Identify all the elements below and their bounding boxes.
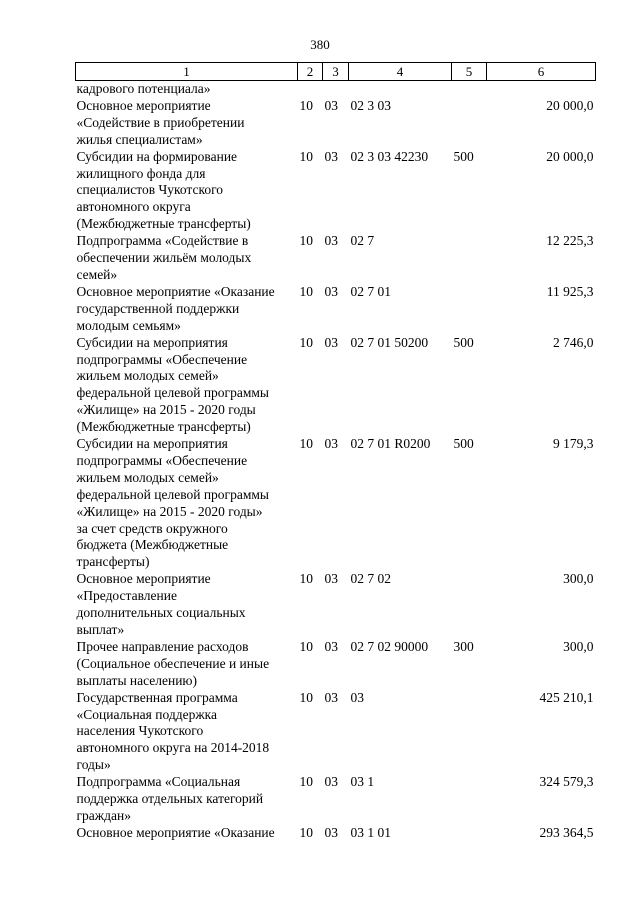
header-col-6: 6 bbox=[487, 63, 596, 81]
target-article-cell: 02 7 02 90000 bbox=[350, 638, 429, 654]
expense-name-cell: Основное мероприятие «Предоставление дополнительных социальных выплат» bbox=[76, 571, 246, 637]
table-row bbox=[76, 335, 596, 436]
expense-name-cell: Субсидии на формирование жилищного фонда для специалистов Чукотского автономного округа (Межбюджетные трансферты) bbox=[76, 148, 251, 232]
section-code-cell: 10 bbox=[299, 689, 313, 705]
section-code-cell: 10 bbox=[299, 638, 313, 654]
expense-type-cell: 300 bbox=[453, 638, 474, 654]
amount-cell: 324 579,3 bbox=[539, 774, 594, 790]
amount-cell: 300,0 bbox=[563, 638, 594, 654]
target-article-cell: 02 3 03 bbox=[350, 97, 391, 113]
target-article-cell bbox=[349, 81, 452, 98]
amount-cell: 20 000,0 bbox=[546, 148, 594, 164]
table-row bbox=[76, 774, 596, 825]
section-code-cell: 10 bbox=[299, 571, 313, 587]
table-body bbox=[76, 81, 596, 842]
subsection-code-cell: 03 bbox=[324, 571, 338, 587]
section-code-cell: 10 bbox=[299, 824, 313, 840]
header-col-2: 2 bbox=[298, 63, 323, 81]
expense-type-cell bbox=[452, 690, 487, 775]
expense-type-cell bbox=[452, 81, 487, 98]
expense-type-cell: 500 bbox=[453, 436, 474, 452]
subsection-code-cell: 03 bbox=[324, 334, 338, 350]
table-row bbox=[76, 571, 596, 639]
subsection-code-cell: 03 bbox=[324, 774, 338, 790]
section-code-cell: 10 bbox=[299, 283, 313, 299]
section-code-cell: 10 bbox=[299, 97, 313, 113]
target-article-cell: 02 7 02 bbox=[350, 571, 391, 587]
section-code-cell: 10 bbox=[299, 233, 313, 249]
expense-name-cell: Субсидии на мероприятия подпрограммы «Обеспечение жильем молодых семей» федеральной целевой программы «Жилище» на 2015 - 2020 годы» за счет средств окружного бюджета (Межбюджетные трансферты) bbox=[76, 436, 269, 570]
expense-name-cell: Основное мероприятие «Оказание государственной поддержки молодым семьям» bbox=[76, 283, 275, 333]
expense-name-cell: Подпрограмма «Содействие в обеспечении жильём молодых семей» bbox=[76, 233, 252, 282]
expense-name-cell: Субсидии на мероприятия подпрограммы «Обеспечение жильем молодых семей» федеральной целевой программы «Жилище» на 2015 - 2020 годы (Межбюджетные трансферты) bbox=[76, 334, 269, 435]
table-header bbox=[76, 63, 596, 81]
target-article-cell: 02 7 bbox=[350, 233, 375, 249]
section-code-cell: 10 bbox=[299, 436, 313, 452]
target-article-cell: 03 1 bbox=[350, 774, 375, 790]
table-row bbox=[76, 284, 596, 335]
subsection-code-cell: 03 bbox=[324, 689, 338, 705]
target-article-cell: 02 7 01 bbox=[350, 283, 391, 299]
section-code-cell: 10 bbox=[299, 774, 313, 790]
table-row bbox=[76, 233, 596, 284]
header-col-1: 1 bbox=[76, 63, 298, 81]
expense-type-cell bbox=[452, 774, 487, 825]
table-row bbox=[76, 98, 596, 149]
section-code-cell bbox=[298, 81, 323, 98]
subsection-code-cell: 03 bbox=[324, 638, 338, 654]
header-col-3: 3 bbox=[323, 63, 349, 81]
subsection-code-cell: 03 bbox=[324, 436, 338, 452]
amount-cell: 9 179,3 bbox=[553, 436, 594, 452]
section-code-cell: 10 bbox=[299, 148, 313, 164]
expense-type-cell bbox=[452, 98, 487, 149]
expense-name-cell: Основное мероприятие «Содействие в приобретении жилья специалистам» bbox=[76, 97, 245, 147]
target-article-cell: 03 1 01 bbox=[350, 824, 391, 840]
header-col-4: 4 bbox=[349, 63, 452, 81]
amount-cell: 2 746,0 bbox=[553, 334, 594, 350]
table-row bbox=[76, 149, 596, 234]
header-col-5: 5 bbox=[452, 63, 487, 81]
table-row bbox=[76, 436, 596, 571]
amount-cell: 20 000,0 bbox=[546, 97, 594, 113]
amount-cell: 293 364,5 bbox=[539, 824, 594, 840]
table-row bbox=[76, 825, 596, 842]
target-article-cell: 02 7 01 50200 bbox=[350, 334, 429, 350]
subsection-code-cell: 03 bbox=[324, 97, 338, 113]
expense-type-cell: 500 bbox=[453, 334, 474, 350]
budget-table bbox=[75, 62, 596, 842]
expense-type-cell bbox=[452, 571, 487, 639]
target-article-cell: 02 3 03 42230 bbox=[350, 148, 429, 164]
target-article-cell: 02 7 01 R0200 bbox=[350, 436, 431, 452]
expense-name-cell: Основное мероприятие «Оказание bbox=[76, 824, 275, 840]
amount-cell bbox=[487, 81, 596, 98]
table-row bbox=[76, 690, 596, 775]
expense-name-cell: кадрового потенциала» bbox=[76, 81, 211, 96]
expense-type-cell bbox=[452, 284, 487, 335]
subsection-code-cell: 03 bbox=[324, 233, 338, 249]
table-row bbox=[76, 639, 596, 690]
section-code-cell: 10 bbox=[299, 334, 313, 350]
subsection-code-cell: 03 bbox=[324, 824, 338, 840]
expense-type-cell bbox=[452, 233, 487, 284]
expense-name-cell: Прочее направление расходов (Социальное обеспечение и иные выплаты населению) bbox=[76, 638, 270, 688]
expense-name-cell: Государственная программа «Социальная поддержка населения Чукотского автономного округа на 2014-2018 годы» bbox=[76, 689, 270, 773]
page-number: 380 bbox=[310, 37, 330, 52]
expense-type-cell bbox=[452, 825, 487, 842]
subsection-code-cell: 03 bbox=[324, 148, 338, 164]
amount-cell: 11 925,3 bbox=[546, 283, 594, 299]
expense-type-cell: 500 bbox=[453, 148, 474, 164]
table-row bbox=[76, 81, 596, 98]
header-row bbox=[76, 63, 596, 81]
amount-cell: 425 210,1 bbox=[539, 689, 594, 705]
amount-cell: 12 225,3 bbox=[546, 233, 594, 249]
amount-cell: 300,0 bbox=[563, 571, 594, 587]
expense-name-cell: Подпрограмма «Социальная поддержка отдельных категорий граждан» bbox=[76, 774, 264, 823]
target-article-cell: 03 bbox=[350, 689, 364, 705]
subsection-code-cell bbox=[323, 81, 349, 98]
subsection-code-cell: 03 bbox=[324, 283, 338, 299]
